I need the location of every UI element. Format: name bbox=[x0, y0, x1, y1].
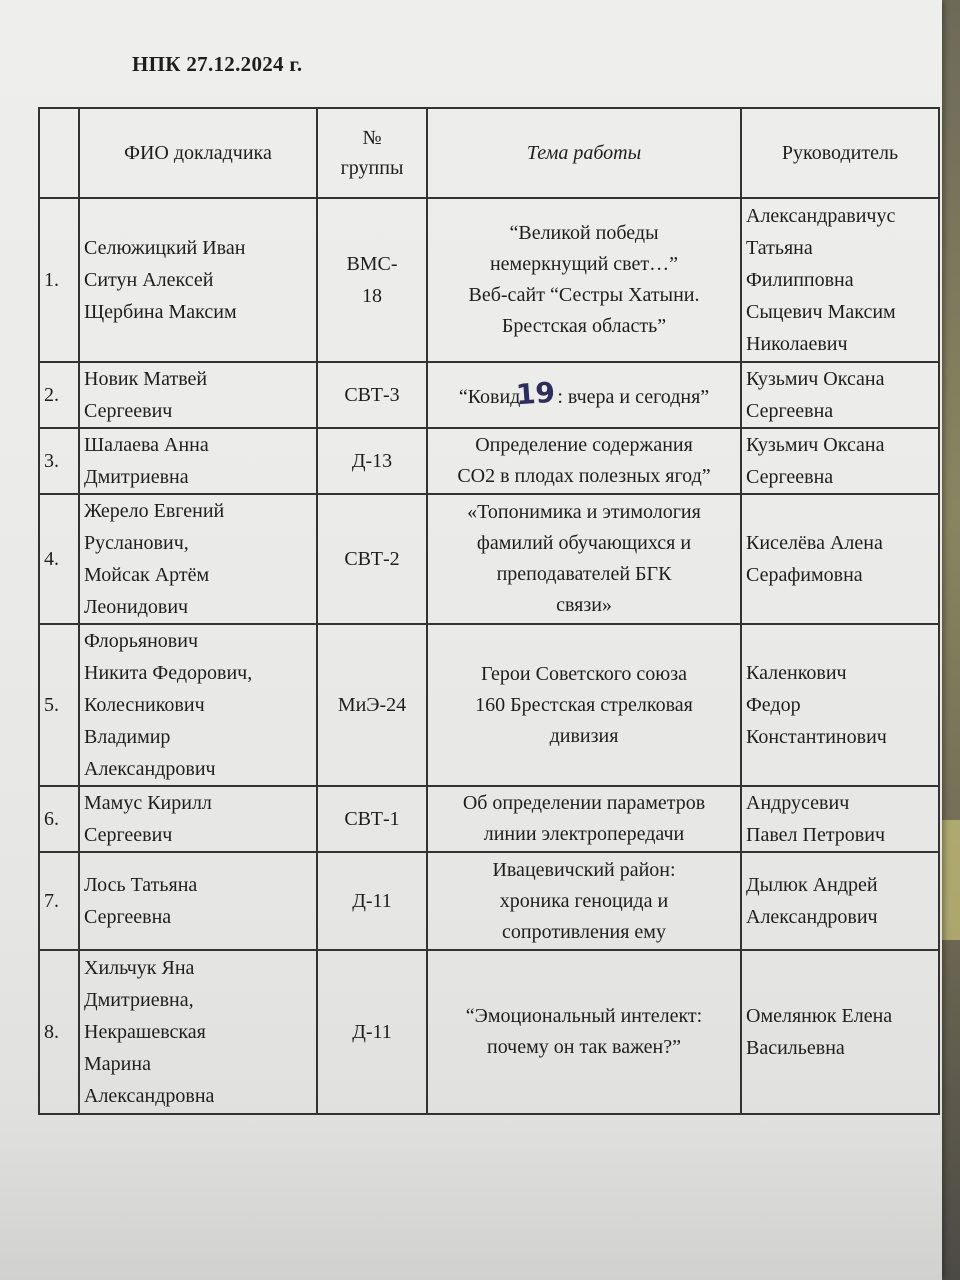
group-number: МиЭ-24 bbox=[317, 624, 427, 786]
header-theme: Тема работы bbox=[427, 108, 741, 198]
work-theme: “Эмоциональный интелект: почему он так важен?” bbox=[427, 950, 741, 1114]
work-theme: «Топонимика и этимология фамилий обучающихся и преподавателей БГК связи» bbox=[427, 494, 741, 624]
table-row bbox=[39, 950, 939, 1114]
row-number: 7. bbox=[39, 852, 79, 950]
group-number: СВТ-3 bbox=[317, 362, 427, 428]
table-header-row bbox=[39, 108, 939, 198]
speaker-names: Хильчук Яна Дмитриевна, Некрашевская Марина Александровна bbox=[79, 950, 317, 1114]
photo-shadow bbox=[0, 1110, 942, 1280]
supervisor: Омелянюк Елена Васильевна bbox=[741, 950, 939, 1114]
supervisor: Александравичус Татьяна Филипповна Сыцевич Максим Николаевич bbox=[741, 198, 939, 362]
row-number: 3. bbox=[39, 428, 79, 494]
speaker-names: Лось Татьяна Сергеевна bbox=[79, 852, 317, 950]
table-row bbox=[39, 786, 939, 852]
work-theme: Об определении параметров линии электропередачи bbox=[427, 786, 741, 852]
supervisor: Дылюк Андрей Александрович bbox=[741, 852, 939, 950]
supervisor: Каленкович Федор Константинович bbox=[741, 624, 939, 786]
supervisor: Андрусевич Павел Петрович bbox=[741, 786, 939, 852]
table-row bbox=[39, 852, 939, 950]
work-theme: Ивацевичский район: хроника геноцида и сопротивления ему bbox=[427, 852, 741, 950]
work-theme: Герои Советского союза 160 Брестская стрелковая дивизия bbox=[427, 624, 741, 786]
work-theme bbox=[427, 362, 741, 428]
group-number: Д-13 bbox=[317, 428, 427, 494]
row-number: 5. bbox=[39, 624, 79, 786]
speaker-names: Селюжицкий Иван Ситун Алексей Щербина Максим bbox=[79, 198, 317, 362]
conference-table bbox=[38, 107, 940, 1115]
work-theme: “Великой победы немеркнущий свет…” Веб-сайт “Сестры Хатыни. Брестская область” bbox=[427, 198, 741, 362]
speaker-names: Шалаева Анна Дмитриевна bbox=[79, 428, 317, 494]
group-number: СВТ-2 bbox=[317, 494, 427, 624]
row-number: 4. bbox=[39, 494, 79, 624]
supervisor: Кузьмич Оксана Сергеевна bbox=[741, 428, 939, 494]
document-title: НПК 27.12.2024 г. bbox=[132, 52, 303, 76]
table-row bbox=[39, 624, 939, 786]
header-leader: Руководитель bbox=[741, 108, 939, 198]
speaker-names: Жерело Евгений Русланович, Мойсак Артём Леонидович bbox=[79, 494, 317, 624]
speaker-names: Новик Матвей Сергеевич bbox=[79, 362, 317, 428]
speaker-names: Флорьянович Никита Федорович, Колесникович Владимир Александрович bbox=[79, 624, 317, 786]
group-number: Д-11 bbox=[317, 852, 427, 950]
table-row bbox=[39, 198, 939, 362]
table-row bbox=[39, 362, 939, 428]
header-group: № группы bbox=[317, 108, 427, 198]
supervisor: Киселёва Алена Серафимовна bbox=[741, 494, 939, 624]
header-num bbox=[39, 108, 79, 198]
row-number: 8. bbox=[39, 950, 79, 1114]
table-row bbox=[39, 428, 939, 494]
row-number: 1. bbox=[39, 198, 79, 362]
supervisor: Кузьмич Оксана Сергеевна bbox=[741, 362, 939, 428]
handwritten-number: 19 bbox=[515, 375, 557, 411]
table-row bbox=[39, 494, 939, 624]
row-number: 6. bbox=[39, 786, 79, 852]
group-number: ВМС- 18 bbox=[317, 198, 427, 362]
speaker-names: Мамус Кирилл Сергеевич bbox=[79, 786, 317, 852]
row-number: 2. bbox=[39, 362, 79, 428]
group-number: СВТ-1 bbox=[317, 786, 427, 852]
theme-text-prefix: “Ковид bbox=[458, 385, 521, 408]
group-number: Д-11 bbox=[317, 950, 427, 1114]
header-speaker: ФИО докладчика bbox=[79, 108, 317, 198]
work-theme: Определение содержания СО2 в плодах полезных ягод” bbox=[427, 428, 741, 494]
theme-text-suffix: : вчера и сегодня” bbox=[557, 385, 710, 408]
